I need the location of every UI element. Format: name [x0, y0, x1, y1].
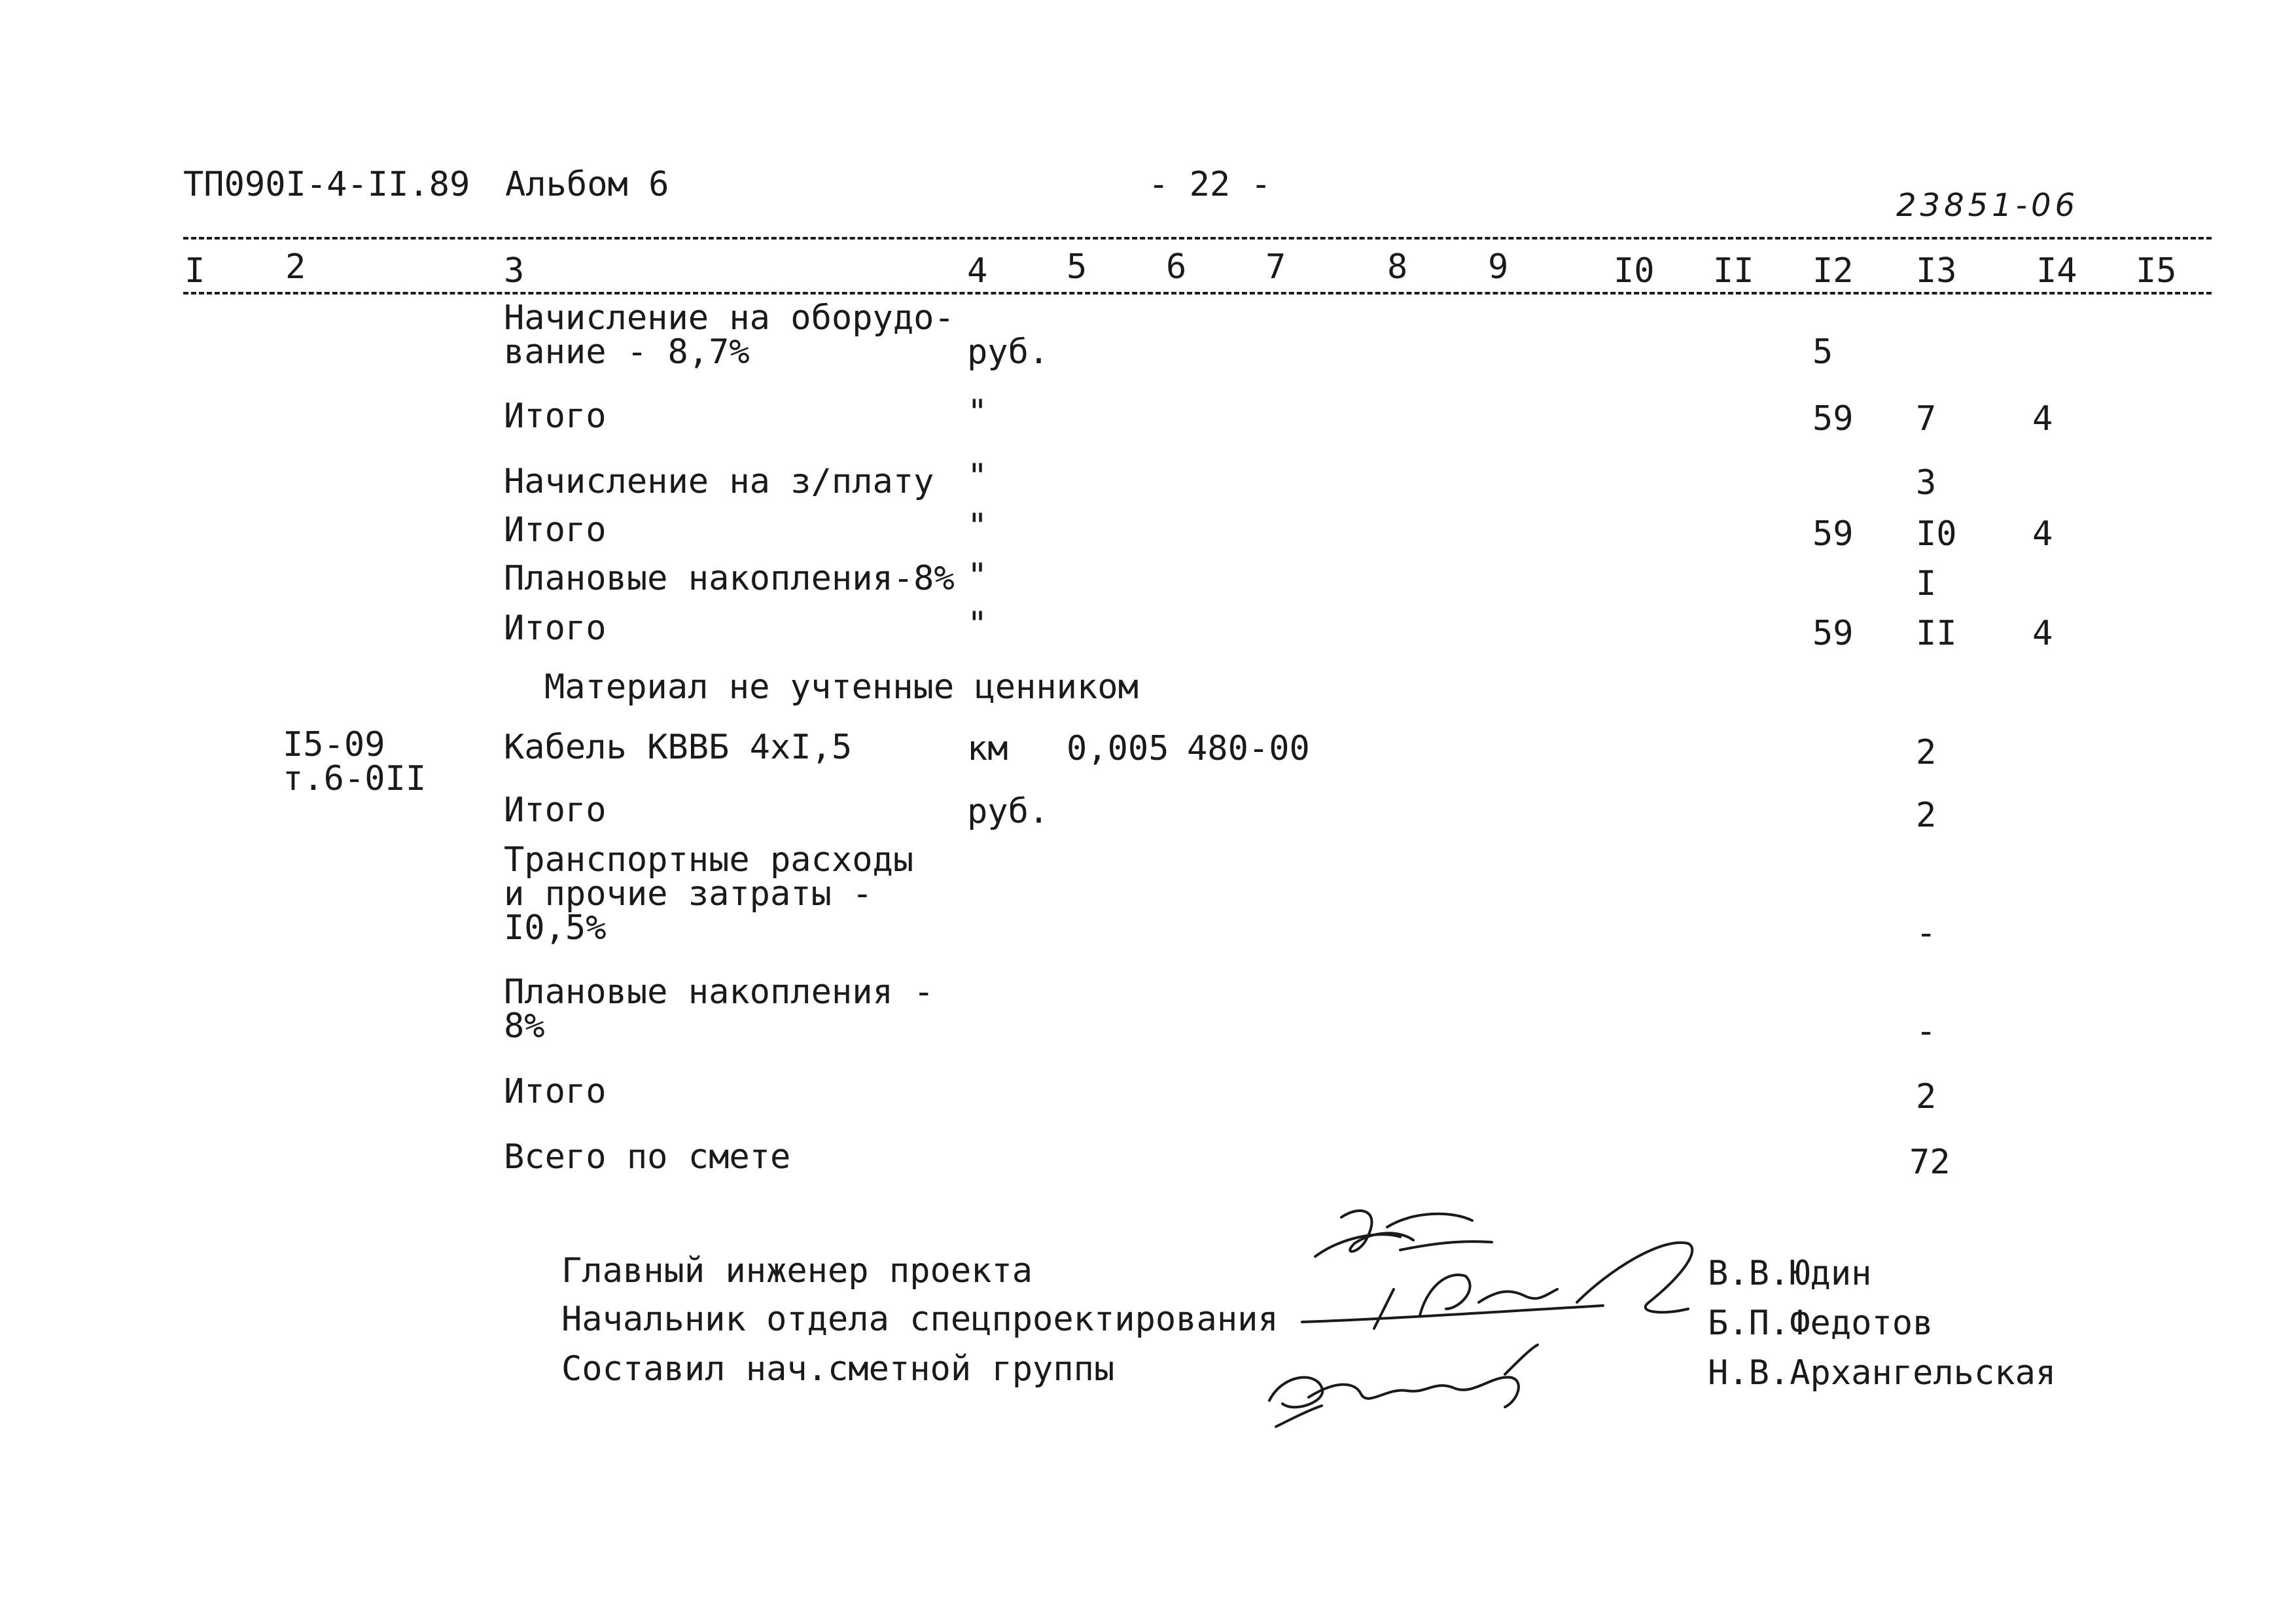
- table-row-unit: ": [967, 556, 988, 596]
- doc-code: ТП090I-4-II.89: [183, 165, 470, 204]
- table-row-description: Итого: [504, 397, 607, 436]
- signature-role: Начальник отдела спецпроектирования: [561, 1300, 1279, 1339]
- table-row-unit: руб.: [967, 792, 1050, 831]
- handwritten-signature-department-head: [1296, 1224, 1714, 1335]
- table-row-description: Начисление на з/плату: [504, 462, 934, 501]
- table-row-col12: 59: [1812, 399, 1854, 438]
- table-row-description: Итого: [504, 510, 607, 550]
- table-row-col13: -: [1916, 914, 1937, 953]
- col-header-9: 9: [1488, 247, 1509, 287]
- table-row-unit: ": [967, 457, 988, 496]
- table-row-description: Итого: [504, 609, 607, 648]
- table-row-unit: км: [967, 729, 1008, 768]
- col-header-10: I0: [1614, 251, 1655, 291]
- table-row-col12: 59: [1812, 614, 1854, 653]
- section-heading: Материал не учтенные ценником: [544, 668, 1139, 707]
- table-row-col13: 3: [1916, 463, 1937, 503]
- table-row-col13: -: [1916, 1012, 1937, 1051]
- table-row-quantity: 0,005: [1067, 729, 1169, 768]
- signature-name: В.В.Юдин: [1708, 1254, 1872, 1293]
- col-header-14: I4: [2036, 251, 2077, 291]
- album-label: Альбом 6: [505, 165, 669, 204]
- table-row-col13: II: [1916, 614, 1957, 653]
- col-header-4: 4: [967, 251, 988, 291]
- col-header-3: 3: [504, 251, 525, 291]
- table-row-col14: 4: [2032, 614, 2053, 653]
- table-row-unit: ": [967, 507, 988, 546]
- col-header-7: 7: [1265, 247, 1286, 287]
- signature-name: Б.П.Федотов: [1708, 1304, 1934, 1343]
- table-row-description: Плановые накопления-8%: [504, 559, 955, 598]
- table-row-col13: I0: [1916, 514, 1957, 554]
- handwritten-doc-number: 23851-06: [1896, 187, 2079, 224]
- table-row-col13: 2: [1916, 1077, 1937, 1116]
- col-header-1: I: [185, 251, 205, 291]
- table-row-col12: 5: [1812, 332, 1833, 372]
- table-row-unit: ": [967, 393, 988, 432]
- col-header-12: I2: [1812, 251, 1854, 291]
- table-row-description: Итого: [504, 1072, 607, 1111]
- table-row-description: Плановые накопления - 8%: [504, 972, 934, 1046]
- table-row-description: Итого: [504, 791, 607, 830]
- table-row-col14: 4: [2032, 399, 2053, 438]
- col-header-11: II: [1713, 251, 1754, 291]
- table-row-unit: ": [967, 605, 988, 644]
- table-row-description: Кабель КВВБ 4хI,5: [504, 728, 853, 767]
- table-row-description: Начисление на оборудо- вание - 8,7%: [504, 298, 955, 372]
- header-bottom-rule: [183, 292, 2212, 294]
- signature-role: Главный инженер проекта: [561, 1251, 1033, 1291]
- grand-total-label: Всего по смете: [504, 1137, 791, 1177]
- table-row-code: I5-09 т.6-0II: [283, 725, 427, 798]
- col-header-2: 2: [285, 247, 306, 287]
- table-row-unit: руб.: [967, 332, 1050, 372]
- table-row-col13: 2: [1916, 796, 1937, 835]
- col-header-13: I3: [1916, 251, 1957, 291]
- header-top-rule: [183, 237, 2212, 240]
- col-header-6: 6: [1166, 247, 1187, 287]
- table-row-description: Транспортные расходы и прочие затраты - I0,5%: [504, 840, 914, 948]
- table-row-col12: 59: [1812, 514, 1854, 554]
- signature-role: Составил нач.сметной группы: [561, 1349, 1115, 1389]
- table-row-col13: I: [1916, 564, 1937, 603]
- page-number: - 22 -: [1148, 165, 1271, 204]
- col-header-8: 8: [1387, 247, 1408, 287]
- grand-total-value: 72: [1909, 1143, 1951, 1182]
- signature-name: Н.В.Архангельская: [1708, 1353, 2057, 1393]
- table-row-col14: 4: [2032, 514, 2053, 554]
- col-header-5: 5: [1067, 247, 1087, 287]
- table-row-price: 480-00: [1187, 729, 1310, 768]
- handwritten-signature-estimator: [1256, 1335, 1557, 1433]
- table-row-col13: 7: [1916, 399, 1937, 438]
- table-row-col13: 2: [1916, 733, 1937, 772]
- col-header-15: I5: [2136, 251, 2177, 291]
